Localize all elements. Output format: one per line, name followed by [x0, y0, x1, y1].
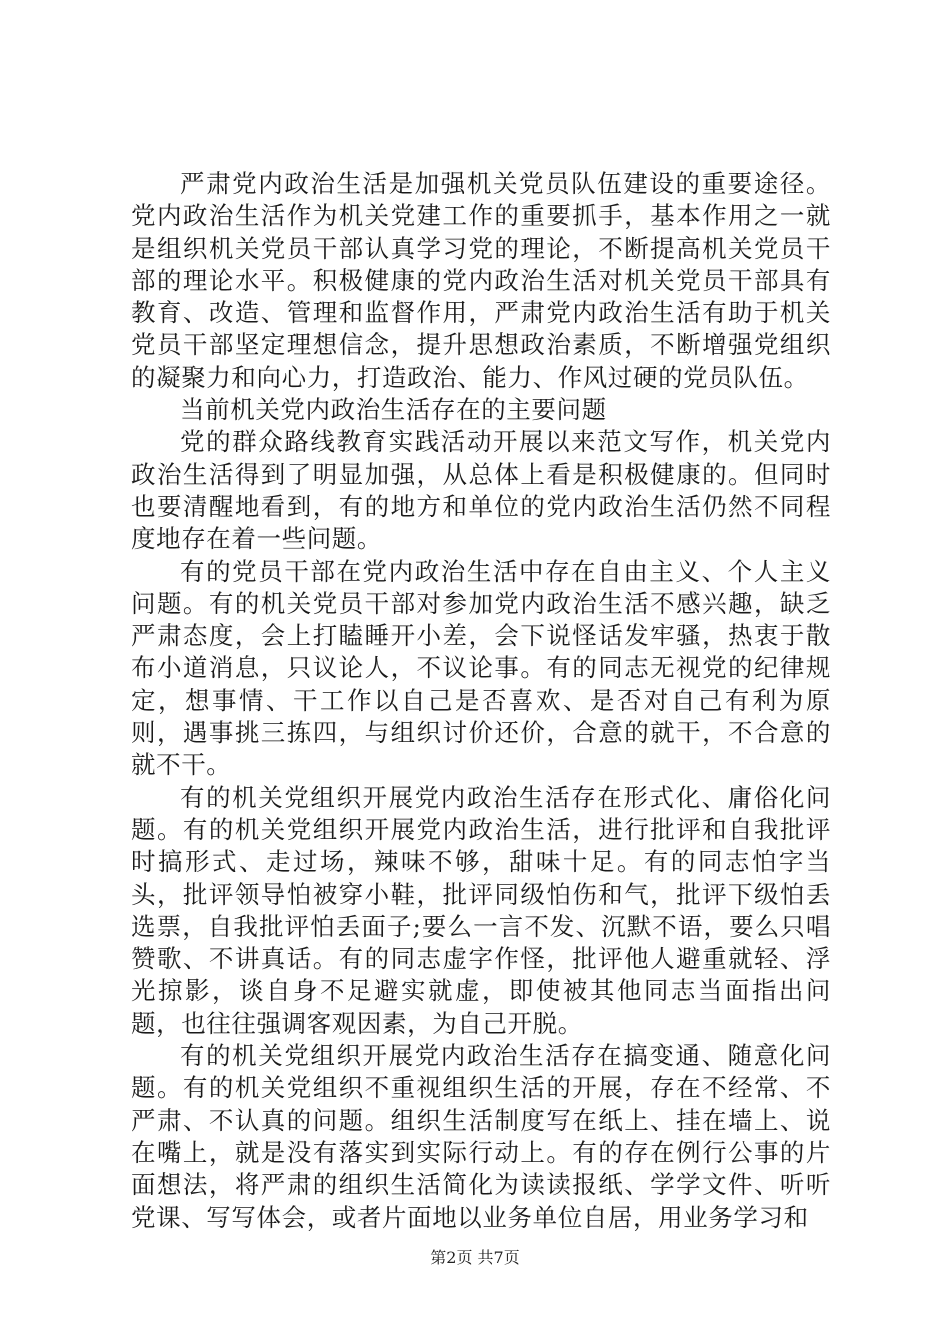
document-body — [131, 168, 831, 1234]
body-paragraph: 有的党员干部在党内政治生活中存在自由主义、个人主义问题。有的机关党员干部对参加党内政治生活不感兴趣，缺乏严肃态度，会上打瞌睡开小差，会下说怪话发牢骚，热衷于散布小道消息，只议论人，不议论事。有的同志无视党的纪律规定，想事情、干工作以自己是否喜欢、是否对自己有利为原则，遇事挑三拣四，与组织讨价还价，合意的就干，不合意的就不干。 — [131, 556, 831, 780]
section-heading: 当前机关党内政治生活存在的主要问题 — [180, 395, 607, 425]
body-paragraph: 有的机关党组织开展党内政治生活存在搞变通、随意化问题。有的机关党组织不重视组织生活的开展，存在不经常、不严肃、不认真的问题。组织生活制度写在纸上、挂在墙上、说在嘴上，就是没有落实到实际行动上。有的存在例行公事的片面想法，将严肃的组织生活简化为读读报纸、学学文件、听听党课、写写体会，或者片面地以业务单位自居，用业务学习和 — [131, 1041, 831, 1232]
body-paragraph: 严肃党内政治生活是加强机关党员队伍建设的重要途径。党内政治生活作为机关党建工作的重要抓手，基本作用之一就是组织机关党员干部认真学习党的理论，不断提高机关党员干部的理论水平。积极健康的党内政治生活对机关党员干部具有教育、改造、管理和监督作用，严肃党内政治生活有助于机关党员干部坚定理想信念，提升思想政治素质，不断增强党组织的凝聚力和向心力，打造政治、能力、作风过硬的党员队伍。 — [131, 169, 831, 392]
page-number-footer: 第2页 共7页 — [430, 1248, 520, 1267]
body-paragraph: 党的群众路线教育实践活动开展以来范文写作，机关党内政治生活得到了明显加强，从总体上看是积极健康的。但同时也要清醒地看到，有的地方和单位的党内政治生活仍然不同程度地存在着一些问题。 — [131, 427, 831, 554]
body-paragraph: 有的机关党组织开展党内政治生活存在形式化、庸俗化问题。有的机关党组织开展党内政治生活，进行批评和自我批评时搞形式、走过场，辣味不够，甜味十足。有的同志怕字当头，批评领导怕被穿小鞋，批评同级怕伤和气，批评下级怕丢选票，自我批评怕丢面子;要么一言不发、沉默不语，要么只唱赞歌、不讲真话。有的同志虚字作怪，批评他人避重就轻、浮光掠影，谈自身不足避实就虚，即使被其他同志当面指出问题，也往往强调客观因素，为自己开脱。 — [131, 782, 831, 1038]
